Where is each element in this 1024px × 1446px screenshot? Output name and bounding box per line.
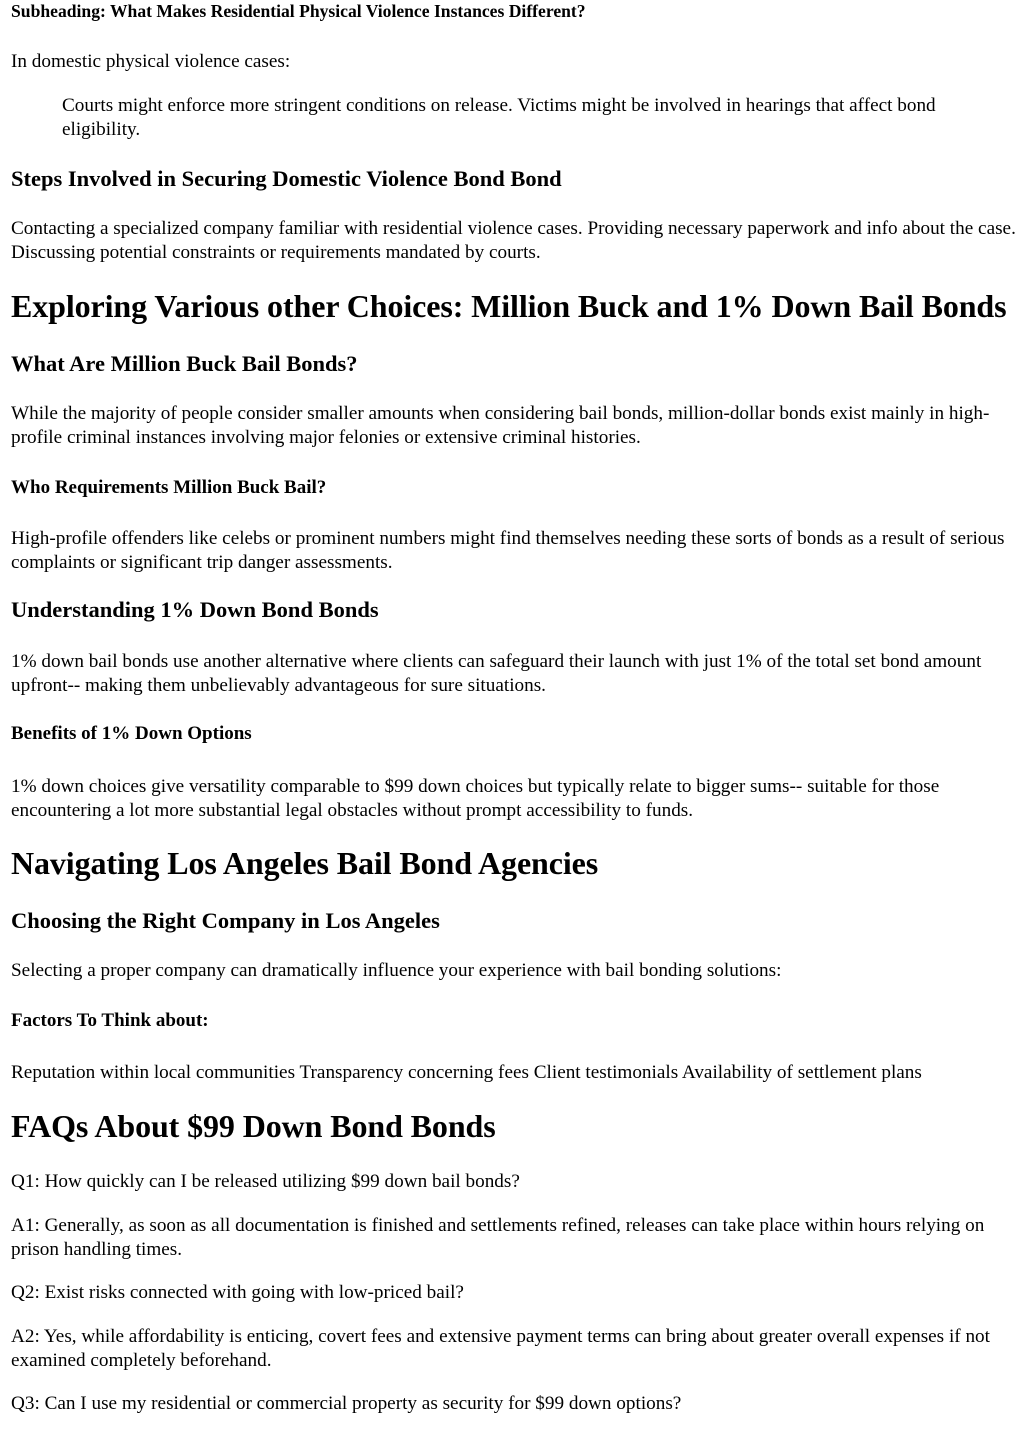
- navigating-heading: Navigating Los Angeles Bail Bond Agencies: [11, 845, 599, 881]
- one-percent-paragraph: 1% down bail bonds use another alternative where clients can safeguard their launch with just 1% of the total set bond amount upfront-- making them unbelievably advantageous for sure situations.: [11, 651, 982, 696]
- million-heading: What Are Million Buck Bail Bonds?: [11, 351, 358, 376]
- domestic-intro-paragraph: In domestic physical violence cases:: [11, 51, 291, 72]
- domestic-blockquote: Courts might enforce more stringent conditions on release. Victims might be involved in hearings that affect bond eligibility.: [62, 95, 936, 140]
- factors-heading: Factors To Think about:: [11, 1010, 209, 1031]
- faq-question-1: Q1: How quickly can I be released utilizing $99 down bail bonds?: [11, 1171, 520, 1192]
- choosing-paragraph: Selecting a proper company can dramatically influence your experience with bail bonding solutions:: [11, 960, 782, 981]
- faq-question-2: Q2: Exist risks connected with going with low-priced bail?: [11, 1282, 464, 1303]
- one-percent-heading: Understanding 1% Down Bond Bonds: [11, 597, 379, 622]
- steps-paragraph: Contacting a specialized company familiar with residential violence cases. Providing necessary paperwork and info about the case. Discussing potential constraints or requirements mandated by courts.: [11, 218, 1016, 263]
- benefits-paragraph: 1% down choices give versatility comparable to $99 down choices but typically relate to bigger sums-- suitable for those encountering a lot more substantial legal obstacles without prompt accessibility to funds.: [11, 776, 940, 821]
- faq-answer-1: A1: Generally, as soon as all documentation is finished and settlements refined, releases can take place within hours relying on prison handling times.: [11, 1215, 985, 1260]
- benefits-heading: Benefits of 1% Down Options: [11, 723, 252, 744]
- subheading-domestic-violence: Subheading: What Makes Residential Physical Violence Instances Different?: [11, 1, 586, 21]
- choosing-heading: Choosing the Right Company in Los Angeles: [11, 908, 440, 933]
- faq-question-3: Q3: Can I use my residential or commercial property as security for $99 down options?: [11, 1393, 682, 1414]
- who-heading: Who Requirements Million Buck Bail?: [11, 477, 327, 498]
- faq-answer-2: A2: Yes, while affordability is enticing, covert fees and extensive payment terms can bring about greater overall expenses if not examined completely beforehand.: [11, 1326, 990, 1371]
- million-paragraph: While the majority of people consider smaller amounts when considering bail bonds, million-dollar bonds exist mainly in high-profile criminal instances involving major felonies or extensive criminal histories.: [11, 403, 990, 448]
- steps-heading: Steps Involved in Securing Domestic Violence Bond Bond: [11, 166, 562, 191]
- factors-paragraph: Reputation within local communities Transparency concerning fees Client testimonials Availability of settlement plans: [11, 1062, 922, 1083]
- exploring-heading: Exploring Various other Choices: Million Buck and 1% Down Bail Bonds: [11, 288, 1007, 324]
- who-paragraph: High-profile offenders like celebs or prominent numbers might find themselves needing these sorts of bonds as a result of serious complaints or significant trip danger assessments.: [11, 528, 1005, 573]
- faqs-heading: FAQs About $99 Down Bond Bonds: [11, 1108, 496, 1144]
